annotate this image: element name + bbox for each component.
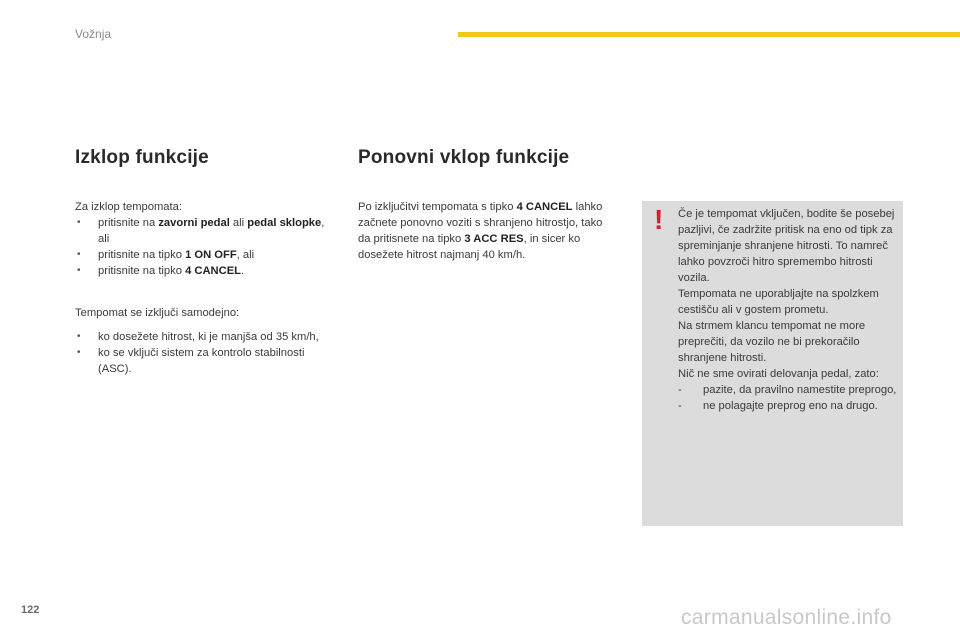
left-intro: Za izklop tempomata:: [75, 201, 182, 213]
item-text: ko se vključi sistem za kontrolo stabilnosti (ASC).: [98, 347, 305, 375]
warning-paragraph: Nič ne sme ovirati delovanja pedal, zato:: [678, 368, 879, 380]
bullet-icon: •: [77, 265, 81, 276]
watermark: carmanualsonline.info: [681, 606, 892, 629]
item-key: 1 ON OFF: [185, 249, 237, 261]
middle-paragraph: [358, 199, 603, 263]
auto-intro: Tempomat se izključi samodejno:: [75, 307, 240, 319]
bullet-icon: •: [77, 347, 81, 358]
bullet-icon: •: [77, 331, 81, 342]
dash-icon: -: [678, 384, 682, 396]
list-item: [75, 215, 335, 247]
item-text: pritisnite na tipko: [98, 265, 186, 277]
list-item: [75, 329, 340, 345]
item-text: pritisnite na tipko: [98, 249, 186, 261]
left-auto-block: [75, 305, 340, 377]
dash-icon: -: [678, 400, 682, 412]
warning-text: [678, 206, 898, 414]
warning-paragraph: Če je tempomat vključen, bodite še posebej pazljivi, če zadržite pritisk na eno od tipk za spreminjanje shranjene hitrosti. To namreč lahko povzroči hitro spremembo hitrosti vozila.: [678, 208, 895, 284]
item-text: ko dosežete hitrost, ki je manjša od 35 km/h,: [98, 331, 319, 343]
warning-icon: !: [654, 204, 664, 235]
list-item: [75, 247, 335, 263]
page-number: 122: [21, 604, 40, 616]
list-item: [678, 382, 898, 398]
heading-ponovni-vklop: Ponovni vklop funkcije: [358, 147, 570, 168]
para-text: , in sicer ko dosežete hitrost najmanj 40 km/h.: [358, 233, 581, 261]
item-text: .: [241, 265, 245, 277]
item-key: pedal sklopke: [247, 217, 322, 229]
item-text: pazite, da pravilno namestite preprogo,: [703, 384, 897, 396]
para-key: 4 CANCEL: [516, 201, 573, 213]
section-title: Vožnja: [75, 27, 112, 41]
item-key: zavorni pedal: [158, 217, 230, 229]
list-item: [678, 398, 898, 414]
item-text: ne polagajte preprog eno na drugo.: [703, 400, 878, 412]
bullet-icon: •: [77, 217, 81, 228]
item-text: ali: [229, 217, 248, 229]
item-text: pritisnite na: [98, 217, 159, 229]
list-item: [75, 263, 335, 279]
item-text: , ali: [236, 249, 255, 261]
item-text: , ali: [98, 217, 325, 245]
warning-paragraph: Na strmem klancu tempomat ne more preprečiti, da vozilo ne bi prekoračilo shranjene hitrosti.: [678, 320, 866, 364]
left-intro-block: [75, 199, 335, 279]
heading-izklop: Izklop funkcije: [75, 147, 209, 168]
item-key: 4 CANCEL: [185, 265, 242, 277]
bullet-icon: •: [77, 249, 81, 260]
para-key: 3 ACC RES: [464, 233, 524, 245]
warning-paragraph: Tempomata ne uporabljajte na spolzkem cestišču ali v gostem prometu.: [678, 288, 879, 316]
list-item: [75, 345, 340, 377]
header-accent-bar: [458, 32, 960, 37]
para-text: Po izključitvi tempomata s tipko: [358, 201, 517, 213]
para-text: lahko začnete ponovno voziti s shranjeno hitrostjo, tako da pritisnete na tipko: [358, 201, 603, 245]
